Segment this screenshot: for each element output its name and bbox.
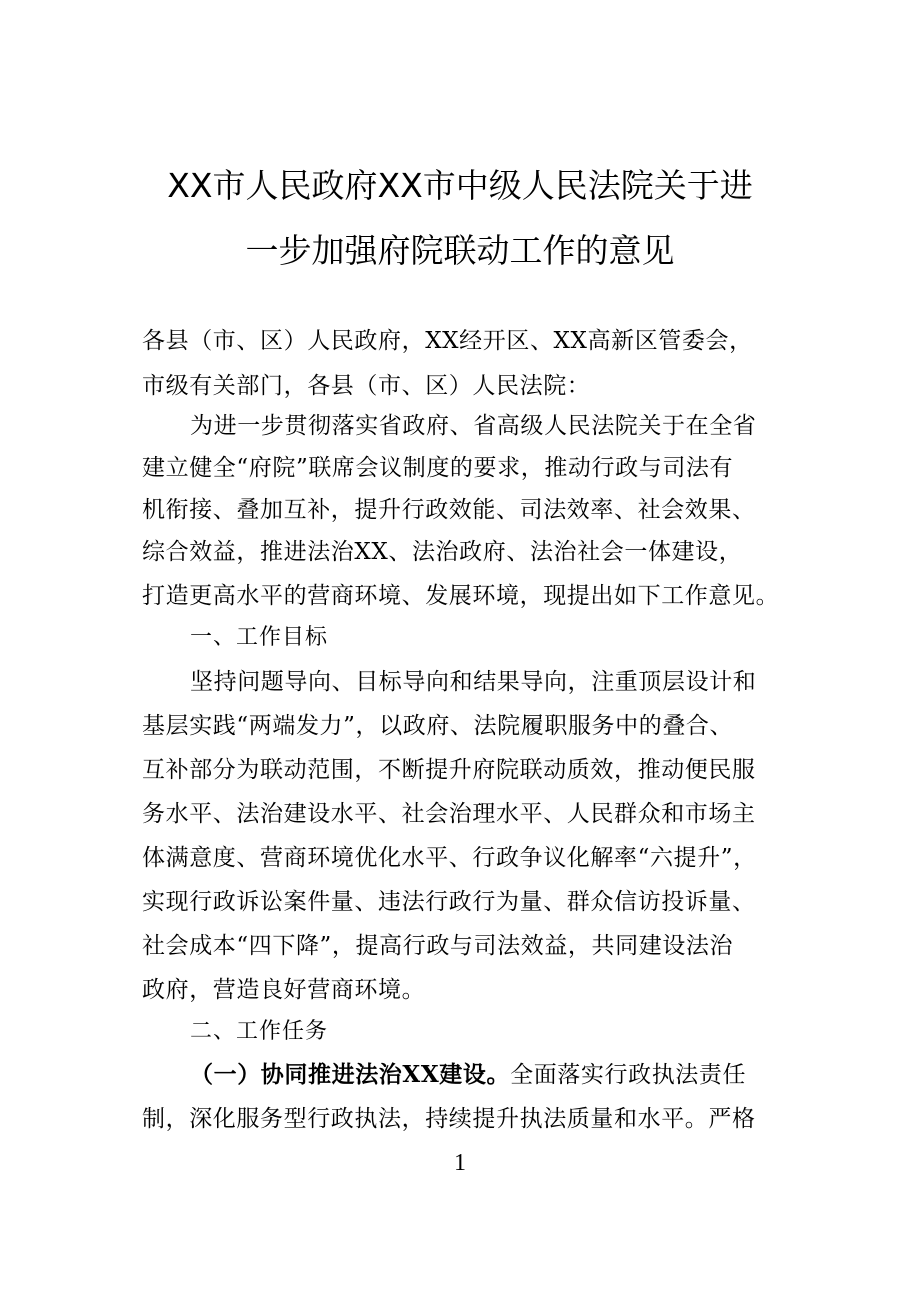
addressee-line-1: 各县（市、区）人民政府，XX经开区、XX高新区管委会， xyxy=(142,328,753,354)
intro-line: 综合效益，推进法治XX、法治政府、法治社会一体建设， xyxy=(142,539,743,565)
task-item-1-line-2: 制，深化服务型行政执法，持续提升执法质量和水平。严格 xyxy=(142,1106,756,1132)
intro-line: 为进一步贯彻落实省政府、省高级人民法院关于在全省 xyxy=(190,413,757,439)
goals-line: 实现行政诉讼案件量、违法行政行为量、群众信访投诉量、 xyxy=(142,889,756,915)
section-heading-tasks: 二、工作任务 xyxy=(190,1019,329,1044)
section-heading-goals: 一、工作目标 xyxy=(190,625,329,650)
goals-line: 基层实践“两端发力”，以政府、法院履职服务中的叠合、 xyxy=(142,713,734,739)
document-title-line-2: 一步加强府院联动工作的意见 xyxy=(245,231,675,270)
goals-line: 务水平、法治建设水平、社会治理水平、人民群众和市场主 xyxy=(142,801,756,827)
task-item-1-text: 全面落实行政执法责任 xyxy=(510,1062,747,1088)
goals-line: 坚持问题导向、目标导向和结果导向，注重顶层设计和 xyxy=(190,669,757,695)
document-title-line-1: XX市人民政府XX市中级人民法院关于进 xyxy=(167,166,753,205)
intro-line: 机衔接、叠加互补，提升行政效能、司法效率、社会效果、 xyxy=(142,497,756,523)
task-item-1-line-1 xyxy=(190,1060,850,1090)
task-item-1-label: （一）协同推进法治XX建设。 xyxy=(190,1061,511,1088)
intro-line: 打造更高水平的营商环境、发展环境，现提出如下工作意见。 xyxy=(142,583,780,609)
goals-line: 互补部分为联动范围，不断提升府院联动质效，推动便民服 xyxy=(142,757,756,783)
goals-line: 社会成本“四下降”，提高行政与司法效益，共同建设法治 xyxy=(142,933,734,959)
addressee-line-2: 市级有关部门，各县（市、区）人民法院： xyxy=(142,373,591,399)
goals-line: 体满意度、营商环境优化水平、行政争议化解率“六提升”， xyxy=(142,845,757,871)
intro-line: 建立健全“府院”联席会议制度的要求，推动行政与司法有 xyxy=(142,455,734,481)
page-number: 1 xyxy=(454,1150,466,1176)
goals-line: 政府，营造良好营商环境。 xyxy=(142,977,426,1003)
